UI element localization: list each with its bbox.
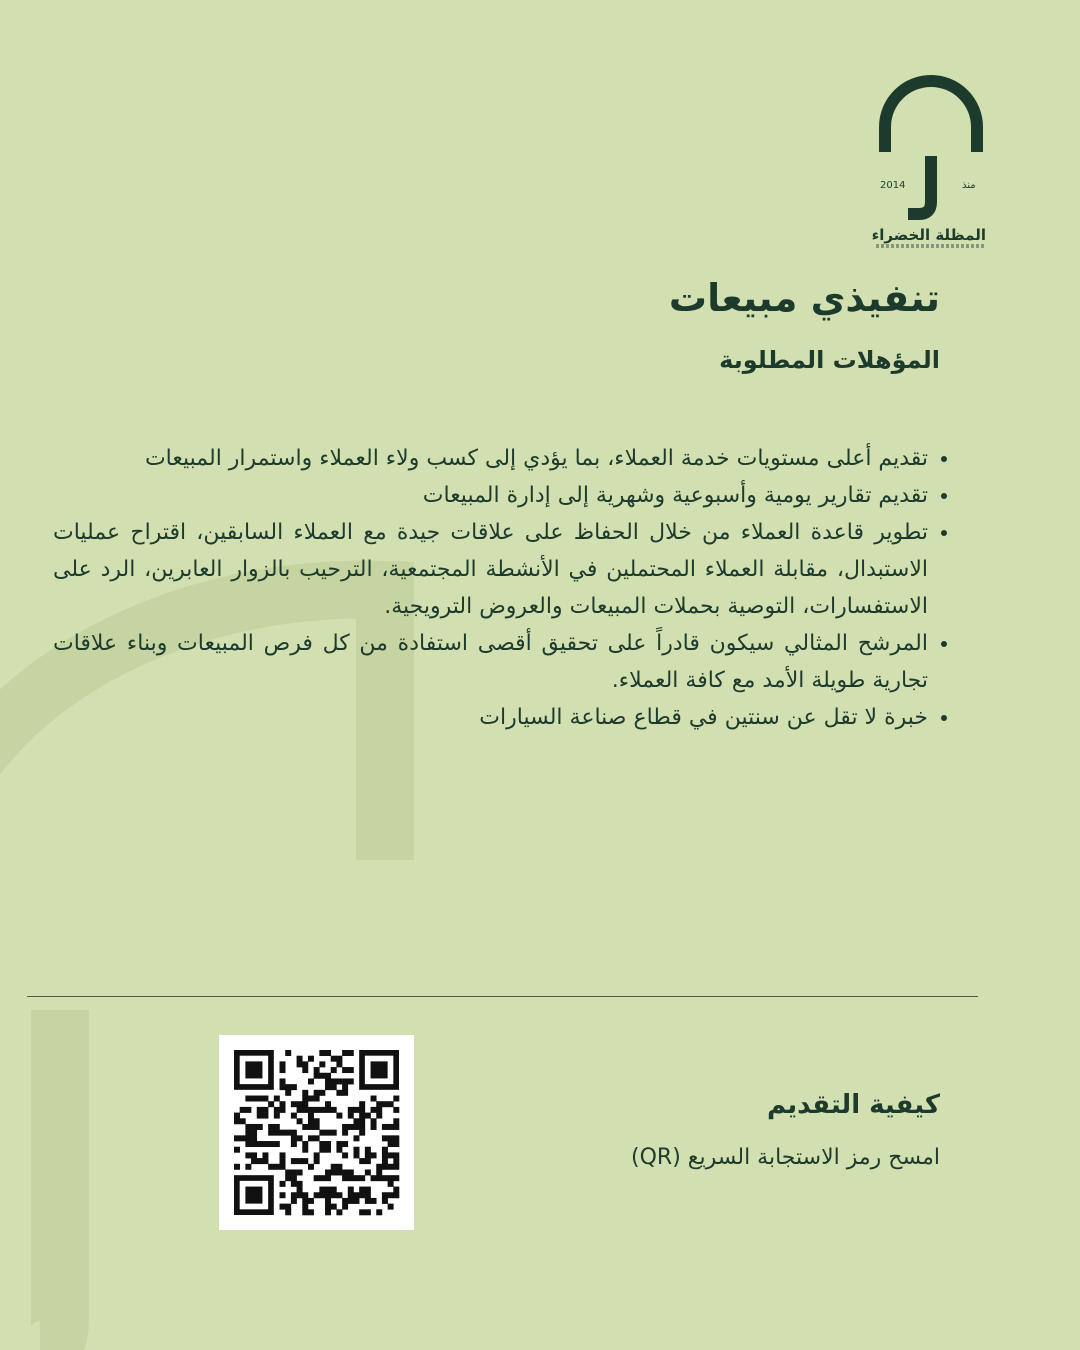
brand-tagline <box>876 244 986 248</box>
requirements-list <box>53 440 950 736</box>
qr-code-icon[interactable] <box>219 1035 414 1230</box>
requirements-heading: المؤهلات المطلوبة <box>719 346 940 374</box>
logo-since-label: منذ <box>962 180 976 191</box>
requirement-item: • المرشح المثالي سيكون قادراً على تحقيق أقصى استفادة من كل فرص المبيعات وبناء علاقات تجارية طويلة الأمد مع كافة العملاء. <box>53 625 928 699</box>
requirement-item: • تقديم أعلى مستويات خدمة العملاء، بما يؤدي إلى كسب ولاء العملاء واستمرار المبيعات <box>53 440 928 477</box>
requirement-item: • تطوير قاعدة العملاء من خلال الحفاظ على علاقات جيدة مع العملاء السابقين، اقتراح عمليات الاستبدال، مقابلة العملاء المحتملين في الأنشطة المجتمعية، الترحيب بالزوار العابرين، الرد على الاستفسارات، التوصية بحملات المبيعات والعروض الترويجية. <box>53 514 928 625</box>
apply-heading: كيفية التقديم <box>766 1090 940 1120</box>
requirement-item: • تقديم تقارير يومية وأسبوعية وشهرية إلى إدارة المبيعات <box>53 477 928 514</box>
logo-year: 2014 <box>880 180 906 191</box>
brand-name: المظلة الخضراء <box>871 226 986 244</box>
apply-instruction: امسح رمز الاستجابة السريع (QR) <box>631 1145 940 1170</box>
section-divider <box>27 996 978 997</box>
requirement-item: • خبرة لا تقل عن سنتين في قطاع صناعة السيارات <box>53 699 928 736</box>
job-title: تنفيذي مبيعات <box>668 276 940 320</box>
